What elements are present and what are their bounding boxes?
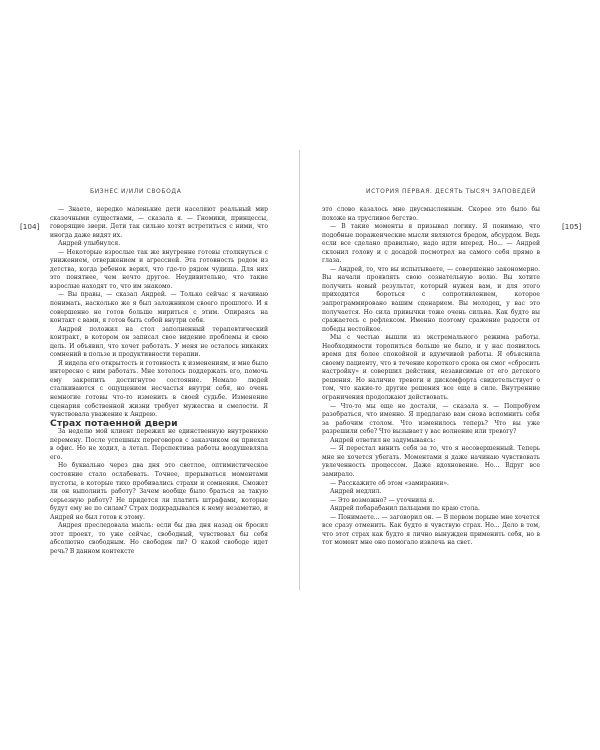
paragraph: За неделю мой клиент пережил не единственную внутреннюю перемену. После успешных переговоров с заказчиком он приехал в офис. Но не ходил, а летал. Перспектива работы воодушевляла его.: [50, 428, 268, 461]
paragraph: Андрей ответил не задумываясь:: [330, 436, 436, 444]
paragraph: Андрей улыбнулся.: [58, 240, 121, 248]
paragraph: — Понимаете... — заговорил он. — В первом порыве мне хочется все сразу отменить. Как будто я чувствую страх. Но... Дело в том, что этот страх как будто я лично вынужден применить себя, но в тот момент мне оно помогало извлечь на свет.: [322, 513, 540, 547]
paragraph: Но буквально через два дня это светлое, оптимистическое состояние стало ослабевать. Точнее, прерываться моментами пустоты, в которые тихо пробивались страхи и сомнения. Сможет ли он выполнить работу? Зачем вообще было браться за такую серьезную работу? Не придется ли платить штрафами, которые будут ему не по силам? Страх подкрадывался к нему незаметно, и Андрей не был готов к этому.: [50, 462, 268, 521]
paragraph: — Некоторые взрослые так же внутренне готовы столкнуться с унижением, отвержением и агрессией. Эта готовность родом из детства, когда ребенок верил, что где-то рядом чудища. Для них это понятнее, чем нечто другое. Неудивительно, что такие взрослые находят то, что им знакомо.: [50, 248, 268, 290]
page-number-right: [105]: [562, 222, 582, 231]
paragraph: Я видела его открытость и готовность к изменениям, и мне было интересно с ним работать. Мне хотелось поддержать его, помочь ему закрепить достигнутое состояние. Немало людей сталкиваются с ощущением несчастья внутри себя, но очень немногие готовы что-то изменить в своей судьбе. Изменение сценария собственной жизни требует мужества и смелости. Я чувствовала уважение к Андрею.: [50, 359, 268, 419]
paragraph: — Вы правы, — сказал Андрей. — Только сейчас я начинаю понимать, насколько же я был заложником своего прошлого. И я совершенно не готов больше мириться с этим. Опираясь на контакт с вами, я готов быть собой внутри себя.: [50, 291, 268, 325]
paragraph: — Расскажите об этом «замирании».: [330, 479, 449, 487]
paragraph: — Что-то мы еще не достали, — сказала я. — Попробуем разобраться, что именно. Я предлагаю вам снова вспомнить себя за рабочим столом. Что изменилось теперь? Что вы уже разрешили себе? Что вызывает у вас волнение или тревогу?: [322, 402, 540, 436]
paragraph: — Это возможно? — уточнила я.: [330, 496, 435, 504]
left-page-body: [50, 206, 268, 556]
right-page-body: [322, 206, 540, 548]
section-heading: Страх потаенной двери: [50, 417, 178, 429]
running-head-left: БИЗНЕС И/ИЛИ СВОБОДА: [90, 188, 182, 195]
paragraph: Мы с честью вышли из экстремального режима работы. Необходимости торопиться больше не было, и у нас появилось время для более спокойной и вдумчивой работы. Я объяснила своему пациенту, что в течение короткого срока он смог «сбросить настройку» и совершил действия, независимые от его детского решения. Но наличие тревоги и дискомфорта свидетельствует о том, что какие-то другие решения все еще в силе. Внутренние ограничения продолжают действовать.: [322, 334, 540, 402]
paragraph: Андрей побарабанил пальцами по краю стола.: [330, 505, 480, 513]
paragraph: это слово казалось мне двусмысленным. Скорее это было бы похоже на трусливое бегство.: [322, 206, 540, 222]
right-page: [300, 0, 600, 750]
paragraph: — В такие моменты я призывал логику. Я понимаю, что подобные пораженческие мысли являются бредом, абсурдом. Ведь если все сделано правильно, надо идти вперед. Но... — Андрей склонил голову и с досадой посмотрел на самого себя прямо в глаза.: [322, 223, 540, 265]
paragraph: — Я перестал винить себя за то, что я несовершенный. Теперь мне не хочется убегать. Моментами я даже начинаю чувствовать увлеченность процессом. Даже вдохновение. Но... Вдруг все замирало.: [322, 445, 540, 478]
paragraph: Андрея преследовала мысль: если бы два дня назад он бросил этот проект, то уже сейчас, свободный, чувствовал бы себя абсолютно свободным. Но свободен ли? О какой свободе идет речь? В данном контексте: [50, 522, 268, 555]
paragraph: Андрей медлил.: [330, 488, 382, 496]
page-number-left: [104]: [20, 222, 40, 231]
paragraph: Андрей положил на стол заполненный терапевтический контракт, в котором он записал свое видение проблемы и свою цель. И объявил, что хочет работать. У меня не осталось никаких сомнений в пользе и продуктивности терапии.: [50, 325, 268, 359]
running-head-right: ИСТОРИЯ ПЕРВАЯ. ДЕСЯТЬ ТЫСЯЧ ЗАПОВЕДЕЙ: [366, 188, 537, 195]
paragraph: — Андрей, то, что вы испытываете, — совершенно закономерно. Вы начали проявлять свою сознательную волю. Вы хотите получить новый результат, который нужен вам, и для этого приходится бороться с сопротивлением, которое запрограммировано вашим сценарием. Вы молодец, у вас это получается. Но сила привычки тоже очень сильна. Как будто вы сражаетесь с рефлексом. Именно поэтому сражение радости от победы нестойкое.: [322, 265, 540, 333]
paragraph: — Знаете, нередко маленькие дети населяют реальный мир сказочными существами, — сказала я. — Гномики, принцессы, говорящие звери. Дети так сильно хотят встретиться с ними, что иногда даже видят их.: [50, 206, 268, 239]
left-page: [0, 0, 299, 750]
